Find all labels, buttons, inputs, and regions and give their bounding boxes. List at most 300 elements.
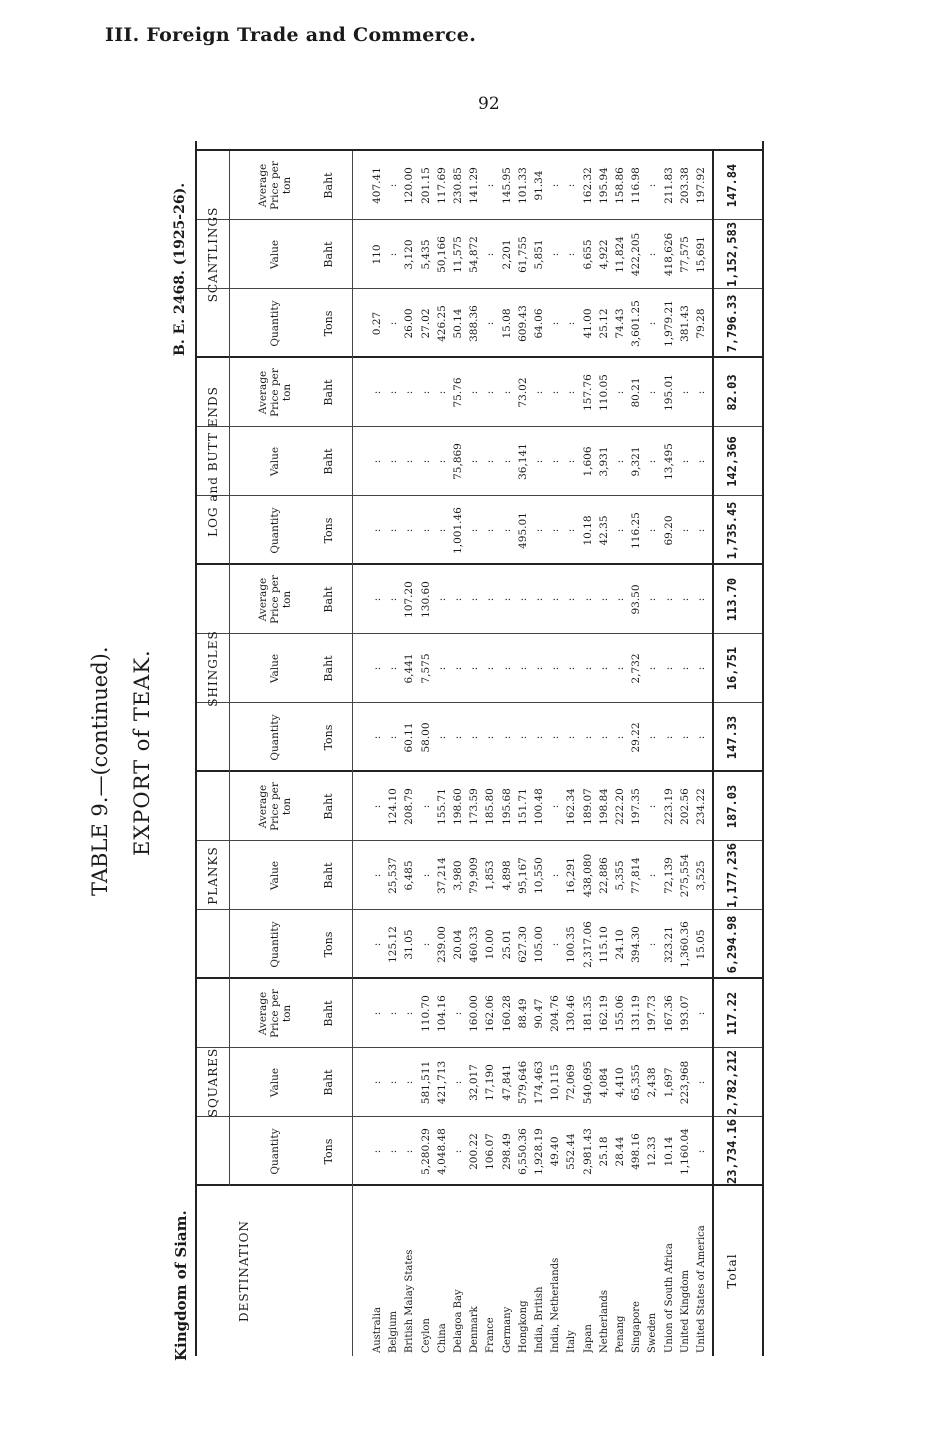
destination-name: Union of South Africa bbox=[663, 1243, 675, 1353]
table-cell: 25,537 bbox=[387, 857, 400, 894]
table-cell: 151.71 bbox=[516, 788, 529, 825]
group-header: PLANKS bbox=[206, 846, 220, 905]
table-cell: 498.16 bbox=[630, 1133, 643, 1170]
table-cell: 421,713 bbox=[435, 1060, 448, 1105]
table-cell: 3,120 bbox=[403, 239, 416, 270]
table-cell: 0.27 bbox=[371, 311, 383, 336]
table-cell: 4,084 bbox=[597, 1067, 610, 1098]
table-cell: : bbox=[695, 1011, 707, 1016]
table-cell: 124.10 bbox=[387, 788, 400, 825]
table-cell: 1,001.46 bbox=[452, 507, 464, 554]
unit-label: Tons bbox=[322, 931, 335, 958]
table-cell: : bbox=[646, 873, 659, 878]
table-cell: : bbox=[500, 390, 513, 395]
table-cell: : bbox=[614, 666, 626, 671]
table-cell: : bbox=[581, 735, 594, 740]
table-cell: : bbox=[646, 528, 659, 533]
table-cell: 223,968 bbox=[678, 1060, 691, 1105]
table-cell: 95,167 bbox=[516, 857, 529, 894]
group-header: SQUARES bbox=[206, 1047, 220, 1118]
table-cell: 162.06 bbox=[484, 995, 497, 1032]
table-cell: 200.22 bbox=[468, 1133, 481, 1170]
table-cell: 195.01 bbox=[662, 374, 675, 411]
table-cell: : bbox=[533, 528, 545, 533]
table-cell: 7,575 bbox=[419, 653, 432, 684]
table-cell: : bbox=[533, 735, 545, 740]
table-cell: 230.85 bbox=[452, 167, 464, 204]
table-cell: 110 bbox=[371, 244, 383, 265]
table-cell: 100.48 bbox=[533, 788, 545, 825]
table-cell: : bbox=[678, 528, 691, 533]
sub-header: Value bbox=[269, 239, 281, 270]
table-cell: 193.07 bbox=[678, 995, 691, 1032]
table-cell: : bbox=[371, 666, 383, 671]
table-cell: : bbox=[403, 528, 416, 533]
total-cell: 1,152,583 bbox=[725, 221, 739, 288]
sub-header: Value bbox=[269, 860, 281, 891]
table-cell: 323.21 bbox=[662, 926, 675, 963]
table-cell: : bbox=[419, 804, 432, 809]
table-cell: 275,554 bbox=[678, 853, 691, 898]
table-cell: : bbox=[484, 252, 497, 257]
table-cell: 158.86 bbox=[614, 167, 626, 204]
destination-name: Australia bbox=[372, 1307, 383, 1353]
table-cell: : bbox=[371, 459, 383, 464]
table-cell: 2,981.43 bbox=[581, 1128, 594, 1175]
table-cell: 1,697 bbox=[662, 1067, 675, 1098]
table-cell: : bbox=[678, 390, 691, 395]
unit-label: Baht bbox=[322, 1069, 335, 1096]
table-cell: : bbox=[565, 321, 578, 326]
table-cell: 100.35 bbox=[565, 926, 578, 963]
table-subtitle: EXPORT of TEAK. bbox=[130, 649, 154, 856]
table-cell: : bbox=[678, 666, 691, 671]
table-cell: 60.11 bbox=[403, 722, 416, 753]
total-cell: 142,366 bbox=[725, 436, 739, 487]
unit-label: Baht bbox=[322, 172, 335, 199]
table-cell: : bbox=[695, 1149, 707, 1154]
group-rule bbox=[229, 151, 230, 1186]
table-cell: 36,141 bbox=[516, 443, 529, 480]
table-cell: 1,853 bbox=[484, 860, 497, 891]
table-cell: : bbox=[646, 942, 659, 947]
table-cell: : bbox=[484, 390, 497, 395]
table-cell: : bbox=[500, 597, 513, 602]
table-cell: : bbox=[403, 1080, 416, 1085]
table-cell: 15,691 bbox=[695, 236, 707, 273]
table-cell: 130.46 bbox=[565, 995, 578, 1032]
table-cell: 202.56 bbox=[678, 788, 691, 825]
table-cell: 50,166 bbox=[435, 236, 448, 273]
total-cell: 6,294.98 bbox=[725, 915, 739, 974]
table-cell: 9,321 bbox=[630, 446, 643, 477]
table-cell: : bbox=[549, 459, 562, 464]
table-cell: 1,360.36 bbox=[678, 921, 691, 968]
table-cell: 42.35 bbox=[597, 515, 610, 546]
table-cell: 627.30 bbox=[516, 926, 529, 963]
table-cell: : bbox=[419, 459, 432, 464]
table-cell: 167.36 bbox=[662, 995, 675, 1032]
sub-header: Quantity bbox=[269, 921, 281, 968]
table-cell: 6,655 bbox=[581, 239, 594, 270]
table-cell: 26.00 bbox=[403, 308, 416, 339]
destination-header: DESTINATION bbox=[237, 1220, 251, 1322]
table-cell: : bbox=[549, 666, 562, 671]
table-cell: : bbox=[387, 1011, 400, 1016]
table-cell: 460.33 bbox=[468, 926, 481, 963]
table-cell: : bbox=[468, 597, 481, 602]
table-cell: 185.80 bbox=[484, 788, 497, 825]
table-cell: : bbox=[468, 735, 481, 740]
table-cell: 197.92 bbox=[695, 167, 707, 204]
table-cell: 173.59 bbox=[468, 788, 481, 825]
table-cell: 195.68 bbox=[500, 788, 513, 825]
sub-header: Average Price per ton bbox=[257, 989, 293, 1038]
table-cell: 130.60 bbox=[419, 581, 432, 618]
sub-header: Average Price per ton bbox=[257, 368, 293, 417]
table-cell: : bbox=[646, 252, 659, 257]
table-cell: 117.69 bbox=[435, 167, 448, 204]
table-cell: : bbox=[484, 459, 497, 464]
table-cell: : bbox=[565, 183, 578, 188]
table-cell: 3,525 bbox=[695, 860, 707, 891]
table-cell: 5,435 bbox=[419, 239, 432, 270]
table-cell: : bbox=[484, 321, 497, 326]
table-cell: : bbox=[646, 183, 659, 188]
table-cell: 203.38 bbox=[678, 167, 691, 204]
table-cell: : bbox=[387, 183, 400, 188]
table-cell: : bbox=[387, 597, 400, 602]
table-cell: 31.05 bbox=[403, 929, 416, 960]
table-cell: : bbox=[403, 1011, 416, 1016]
group-header: SCANTLINGS bbox=[206, 206, 220, 303]
table-cell: 162.34 bbox=[565, 788, 578, 825]
destination-name: Netherlands bbox=[598, 1290, 610, 1353]
table-cell: 1,606 bbox=[581, 446, 594, 477]
group-header: LOG and BUTT ENDS bbox=[206, 386, 220, 537]
table-cell: 91.34 bbox=[533, 170, 545, 201]
table-cell: 239.00 bbox=[435, 926, 448, 963]
table-cell: : bbox=[484, 666, 497, 671]
table-cell: 388.36 bbox=[468, 305, 481, 342]
table-cell: 223.19 bbox=[662, 788, 675, 825]
table-cell: 5,355 bbox=[614, 860, 626, 891]
table-cell: : bbox=[387, 1149, 400, 1154]
table-cell: : bbox=[678, 735, 691, 740]
table-cell: : bbox=[452, 1149, 464, 1154]
sub-header: Value bbox=[269, 1067, 281, 1098]
table-cell: 581,511 bbox=[419, 1060, 432, 1105]
table-cell: 6,550.36 bbox=[516, 1128, 529, 1175]
total-cell: 1,735.45 bbox=[725, 501, 739, 560]
table-cell: : bbox=[516, 666, 529, 671]
table-cell: : bbox=[484, 597, 497, 602]
table-cell: 47,841 bbox=[500, 1064, 513, 1101]
destination-name: France bbox=[485, 1317, 497, 1353]
destination-name: Denmark bbox=[469, 1306, 481, 1353]
table-cell: 198.84 bbox=[597, 788, 610, 825]
destination-name: India, Netherlands bbox=[550, 1257, 562, 1353]
table-cell: 79.28 bbox=[695, 308, 707, 339]
table-cell: 125.12 bbox=[387, 926, 400, 963]
table-cell: 49.40 bbox=[549, 1136, 562, 1167]
table-cell: : bbox=[565, 528, 578, 533]
table-cell: 12.33 bbox=[646, 1136, 659, 1167]
table-cell: 104.16 bbox=[435, 995, 448, 1032]
table-cell: 110.70 bbox=[419, 995, 432, 1032]
table-cell: 37,214 bbox=[435, 857, 448, 894]
table-cell: 93.50 bbox=[630, 584, 643, 615]
table-cell: 222.20 bbox=[614, 788, 626, 825]
sub-header: Average Price per ton bbox=[257, 161, 293, 210]
table-cell: 4,048.48 bbox=[435, 1128, 448, 1175]
table-cell: 1,160.04 bbox=[678, 1128, 691, 1175]
table-cell: : bbox=[387, 735, 400, 740]
sub-header: Average Price per ton bbox=[257, 575, 293, 624]
table-cell: 234.22 bbox=[695, 788, 707, 825]
table-cell: 552.44 bbox=[565, 1133, 578, 1170]
table-cell: 298.49 bbox=[500, 1133, 513, 1170]
table-cell: : bbox=[435, 528, 448, 533]
table-cell: 197.73 bbox=[646, 995, 659, 1032]
table-cell: : bbox=[581, 666, 594, 671]
table-cell: 10.18 bbox=[581, 515, 594, 546]
table-cell: 80.21 bbox=[630, 377, 643, 408]
table-cell: : bbox=[678, 597, 691, 602]
unit-label: Tons bbox=[322, 1138, 335, 1165]
sub-header: Value bbox=[269, 653, 281, 684]
table-cell: 5,851 bbox=[533, 239, 545, 270]
table-cell: : bbox=[500, 666, 513, 671]
table-cell: : bbox=[533, 666, 545, 671]
table-cell: 540,695 bbox=[581, 1060, 594, 1105]
table-cell: 195.94 bbox=[597, 167, 610, 204]
table-cell: : bbox=[695, 459, 707, 464]
table-cell: : bbox=[565, 597, 578, 602]
table-cell: : bbox=[695, 597, 707, 602]
unit-label: Baht bbox=[322, 586, 335, 613]
table-cell: : bbox=[662, 666, 675, 671]
table-cell: 72,139 bbox=[662, 857, 675, 894]
table-cell: : bbox=[646, 390, 659, 395]
unit-label: Tons bbox=[322, 517, 335, 544]
table-cell: : bbox=[678, 459, 691, 464]
table-cell: : bbox=[419, 390, 432, 395]
table-cell: 65,355 bbox=[630, 1064, 643, 1101]
table-cell: : bbox=[565, 666, 578, 671]
page-number: 92 bbox=[478, 94, 500, 114]
table-cell: 11,824 bbox=[614, 236, 626, 273]
table-cell: : bbox=[662, 597, 675, 602]
table-cell: 1,928.19 bbox=[533, 1128, 545, 1175]
table-cell: : bbox=[435, 597, 448, 602]
header-rule bbox=[352, 151, 353, 1356]
unit-label: Baht bbox=[322, 241, 335, 268]
table-cell: : bbox=[484, 528, 497, 533]
table-cell: 10,550 bbox=[533, 857, 545, 894]
table-cell: : bbox=[435, 390, 448, 395]
table-cell: 28.44 bbox=[614, 1136, 626, 1167]
table-cell: : bbox=[419, 873, 432, 878]
table-cell: 208.79 bbox=[403, 788, 416, 825]
table-cell: : bbox=[516, 735, 529, 740]
destination-name: Ceylon bbox=[420, 1318, 432, 1353]
table-cell: 3,980 bbox=[452, 860, 464, 891]
table-cell: : bbox=[387, 390, 400, 395]
table-cell: 201.15 bbox=[419, 167, 432, 204]
table-cell: : bbox=[549, 735, 562, 740]
table-cell: : bbox=[646, 804, 659, 809]
table-cell: : bbox=[646, 735, 659, 740]
table-cell: 32,017 bbox=[468, 1064, 481, 1101]
table-cell: : bbox=[403, 390, 416, 395]
destination-name: Hongkong bbox=[517, 1300, 529, 1353]
table-cell: : bbox=[614, 528, 626, 533]
table-cell: 131.19 bbox=[630, 995, 643, 1032]
table-cell: 25.12 bbox=[597, 308, 610, 339]
table-cell: : bbox=[371, 597, 383, 602]
table-cell: 4,922 bbox=[597, 239, 610, 270]
table-cell: 64.06 bbox=[533, 308, 545, 339]
table-cell: : bbox=[549, 390, 562, 395]
unit-label: Baht bbox=[322, 448, 335, 475]
table-cell: 10.00 bbox=[484, 929, 497, 960]
table-cell: : bbox=[695, 1080, 707, 1085]
table-cell: : bbox=[500, 459, 513, 464]
table-cell: 72,069 bbox=[565, 1064, 578, 1101]
table-cell: 438,080 bbox=[581, 853, 594, 898]
table-cell: 73.02 bbox=[516, 377, 529, 408]
table-title: TABLE 9.—(continued). bbox=[88, 646, 112, 896]
table-cell: 407.41 bbox=[371, 167, 383, 204]
sub-header: Quantity bbox=[269, 300, 281, 347]
table-cell: 394.30 bbox=[630, 926, 643, 963]
table-cell: : bbox=[452, 735, 464, 740]
table-cell: : bbox=[371, 804, 383, 809]
table-cell: 1,979.21 bbox=[662, 300, 675, 347]
table-cell: 25.01 bbox=[500, 929, 513, 960]
table-cell: 162.32 bbox=[581, 167, 594, 204]
table-cell: 189.07 bbox=[581, 788, 594, 825]
table-cell: 609.43 bbox=[516, 305, 529, 342]
table-cell: 101.33 bbox=[516, 167, 529, 204]
table-cell: 579,646 bbox=[516, 1060, 529, 1105]
table-cell: : bbox=[371, 1149, 383, 1154]
table-cell: : bbox=[403, 1149, 416, 1154]
table-cell: 155.06 bbox=[614, 995, 626, 1032]
table-cell: 75,869 bbox=[452, 443, 464, 480]
table-cell: 116.98 bbox=[630, 167, 643, 204]
table-cell: 4,410 bbox=[614, 1067, 626, 1098]
table-cell: : bbox=[597, 597, 610, 602]
total-rule bbox=[712, 151, 714, 1356]
table-cell: : bbox=[597, 666, 610, 671]
table-cell: : bbox=[387, 321, 400, 326]
table-cell: : bbox=[435, 666, 448, 671]
sub-header: Quantity bbox=[269, 507, 281, 554]
table-cell: 3,601.25 bbox=[630, 300, 643, 347]
table-cell: 17,190 bbox=[484, 1064, 497, 1101]
teak-export-table bbox=[195, 141, 764, 1356]
table-cell: 157.76 bbox=[581, 374, 594, 411]
table-cell: : bbox=[435, 735, 448, 740]
total-cell: 147.33 bbox=[725, 715, 739, 760]
table-cell: : bbox=[387, 252, 400, 257]
table-cell: : bbox=[695, 528, 707, 533]
total-cell: 23,734.16 bbox=[725, 1118, 739, 1185]
table-cell: : bbox=[695, 390, 707, 395]
table-cell: : bbox=[468, 528, 481, 533]
table-cell: : bbox=[549, 528, 562, 533]
table-cell: : bbox=[387, 1080, 400, 1085]
table-cell: 79,909 bbox=[468, 857, 481, 894]
table-cell: 15.08 bbox=[500, 308, 513, 339]
table-cell: : bbox=[533, 597, 545, 602]
table-cell: 25.18 bbox=[597, 1136, 610, 1167]
table-cell: 13,495 bbox=[662, 443, 675, 480]
table-cell: 160.28 bbox=[500, 995, 513, 1032]
destination-name: United Kingdom bbox=[679, 1270, 691, 1353]
table-cell: 77,814 bbox=[630, 857, 643, 894]
unit-label: Baht bbox=[322, 793, 335, 820]
table-cell: : bbox=[614, 459, 626, 464]
table-cell: 90.47 bbox=[533, 998, 545, 1029]
table-cell: : bbox=[452, 1080, 464, 1085]
table-cell: : bbox=[549, 942, 562, 947]
unit-label: Tons bbox=[322, 724, 335, 751]
table-cell: : bbox=[435, 459, 448, 464]
table-cell: 145.95 bbox=[500, 167, 513, 204]
table-cell: : bbox=[549, 804, 562, 809]
table-cell: : bbox=[403, 459, 416, 464]
table-cell: 211.83 bbox=[662, 167, 675, 204]
table-cell: : bbox=[468, 459, 481, 464]
table-cell: 75.76 bbox=[452, 377, 464, 408]
table-cell: : bbox=[646, 321, 659, 326]
sub-header: Quantity bbox=[269, 1128, 281, 1175]
table-cell: 20.04 bbox=[452, 929, 464, 960]
table-cell: : bbox=[565, 735, 578, 740]
destination-name: Sweden bbox=[647, 1312, 659, 1353]
table-cell: 155.71 bbox=[435, 788, 448, 825]
table-cell: 5,280.29 bbox=[419, 1128, 432, 1175]
table-cell: 2,201 bbox=[500, 239, 513, 270]
table-cell: : bbox=[614, 597, 626, 602]
table-cell: 61,755 bbox=[516, 236, 529, 273]
destination-name: Singapore bbox=[631, 1301, 643, 1353]
table-cell: 4,898 bbox=[500, 860, 513, 891]
table-cell: 495.01 bbox=[516, 512, 529, 549]
sub-header: Average Price per ton bbox=[257, 782, 293, 831]
total-cell: 1,177,236 bbox=[725, 842, 739, 909]
total-cell: 117.22 bbox=[725, 991, 739, 1036]
table-cell: 29.22 bbox=[630, 722, 643, 753]
table-cell: : bbox=[581, 597, 594, 602]
table-cell: : bbox=[516, 597, 529, 602]
table-cell: : bbox=[371, 1011, 383, 1016]
table-cell: : bbox=[468, 390, 481, 395]
table-cell: 88.49 bbox=[516, 998, 529, 1029]
table-cell: : bbox=[695, 735, 707, 740]
table-cell: : bbox=[500, 735, 513, 740]
unit-label: Baht bbox=[322, 1000, 335, 1027]
table-cell: 15.05 bbox=[695, 929, 707, 960]
table-cell: 116.25 bbox=[630, 512, 643, 549]
table-cell: 10,115 bbox=[549, 1064, 562, 1101]
table-cell: : bbox=[371, 942, 383, 947]
table-cell: 2,732 bbox=[630, 653, 643, 684]
table-cell: : bbox=[533, 390, 545, 395]
